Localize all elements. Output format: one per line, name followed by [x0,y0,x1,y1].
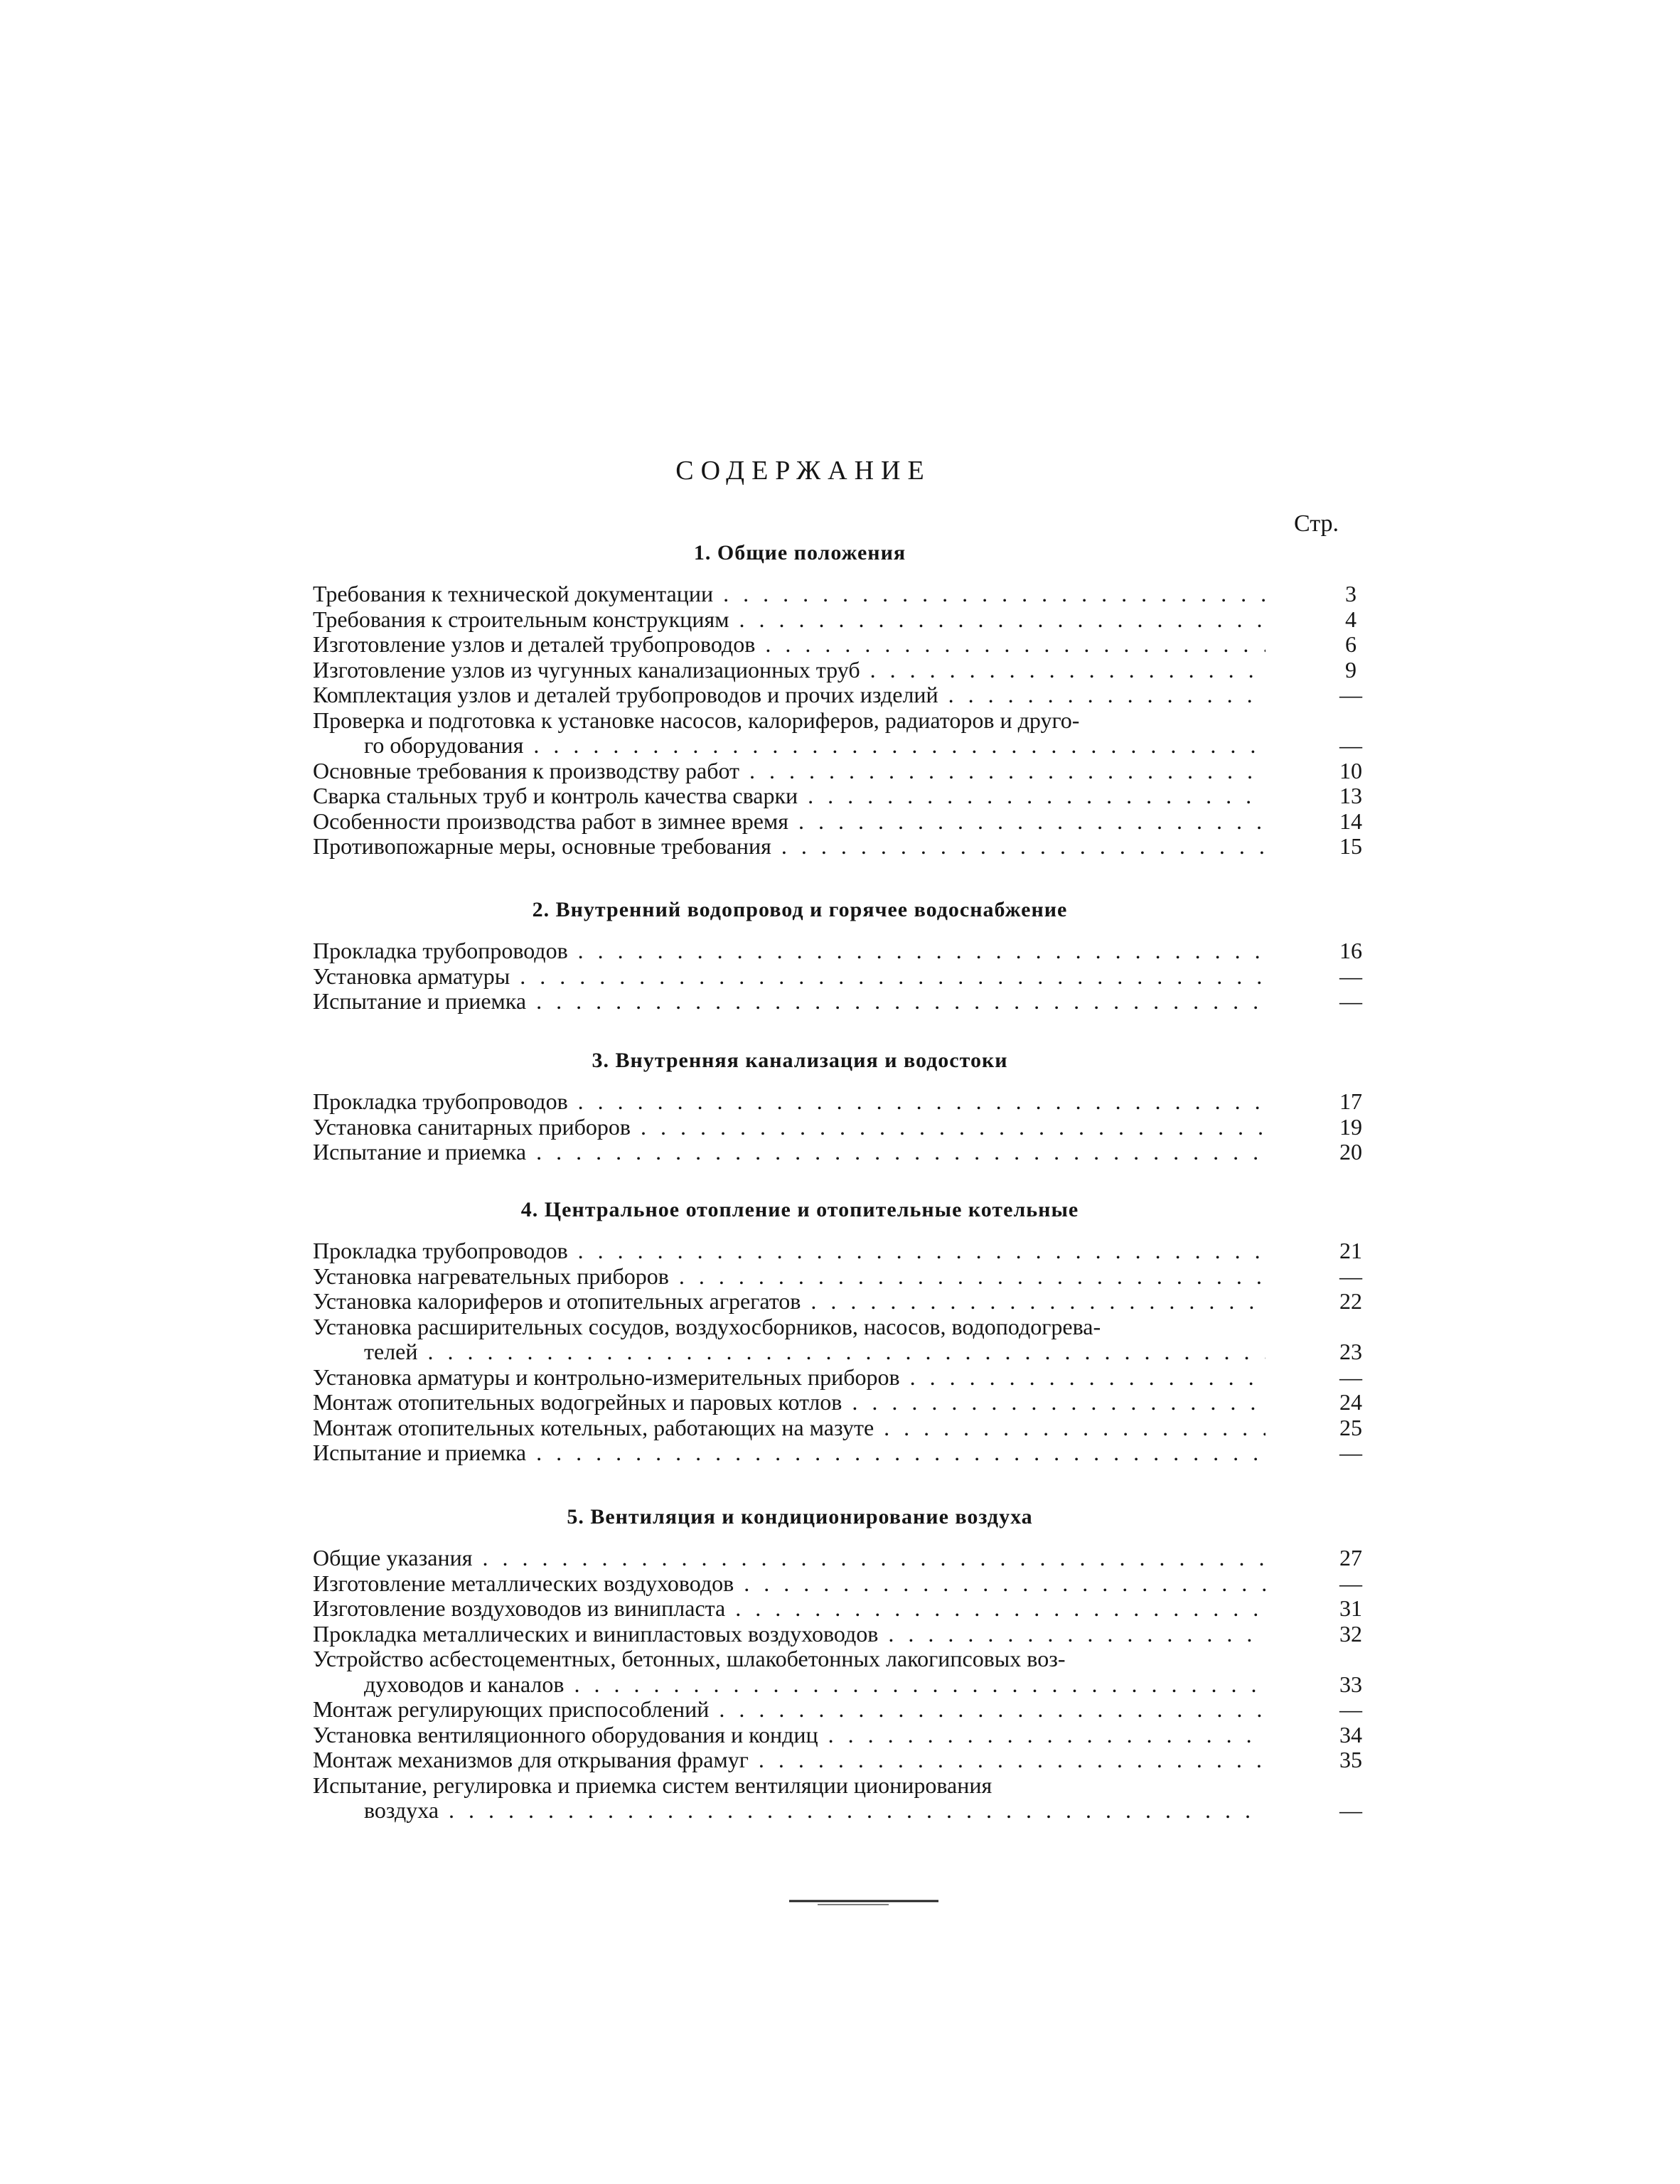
toc-entry-label: Сварка стальных труб и контроль качества сварки . . . [313,783,1266,808]
toc-entry [313,989,1379,1015]
toc-entry-label: Изготовление узлов и деталей трубопроводов . . . [313,632,1266,657]
toc-entry-page: 25 [1339,1414,1362,1440]
toc-entry [313,964,1379,990]
toc-entry [313,1672,1379,1698]
toc-entry [313,1289,1379,1315]
section-heading: 5. Вентиляция и кондиционирование воздуха [567,1505,1033,1529]
toc-entry-page: 22 [1339,1288,1362,1314]
toc-entry [313,582,1379,607]
toc-entry-page: — [1339,1440,1362,1465]
toc-entry-label: Изготовление узлов из чугунных канализационных труб . . . [313,658,1266,682]
toc-entry-label: Установка нагревательных приборов . . . [313,1264,1266,1289]
toc-entry-label: Установка расширительных сосудов, воздухосборников, насосов, водоподогрева- [313,1314,1101,1339]
toc-entry-page: — [1339,1797,1362,1823]
toc-entry-page: 27 [1339,1545,1362,1570]
toc-entry [313,1238,1379,1264]
toc-entry [313,1723,1379,1748]
toc-entry-label: Установка калориферов и отопительных агрегатов . . . [313,1289,1266,1314]
toc-entry-label: Испытание и приемка . . . [313,989,1266,1014]
toc-entry-label: Устройство асбестоцементных, бетонных, шлакобетонных лакогипсовых воз- [313,1647,1066,1671]
toc-entry-page: 24 [1339,1389,1362,1415]
toc-entry-page: 3 [1345,581,1357,606]
toc-entry [313,1647,1379,1672]
section-heading: 1. Общие положения [693,541,906,564]
toc-entry [313,607,1379,633]
toc-entry-page: 19 [1339,1113,1362,1140]
toc-entry [313,1390,1379,1415]
toc-entry-label: Испытание, регулировка и приемка систем вентиляции ционирования [313,1772,993,1798]
toc-entry [313,708,1379,734]
toc-section [313,539,1379,860]
toc-entry-label: Испытание и приемка . . . [313,1440,1266,1465]
toc-entry-label: Требования к технической документации . . . [313,582,1266,606]
toc-section [313,1196,1379,1466]
toc-entry [313,682,1379,708]
toc-entry-label: духоводов и каналов . . . [364,1672,1266,1697]
toc-entry-page: — [1339,963,1362,989]
toc-entry-page: 34 [1339,1721,1362,1747]
toc-entry-page: 23 [1339,1339,1362,1364]
toc-entry-label: Установка вентиляционного оборудования и кондиц . . . [313,1723,1266,1747]
toc-entry-label: Прокладка трубопроводов . . . [313,938,1266,963]
page-title: СОДЕРЖАНИЕ [675,456,931,486]
toc-entry-label: Общие указания . . . [313,1546,1266,1570]
toc-entry [313,1264,1379,1290]
toc-entry-page: 6 [1345,631,1357,657]
toc-entry-page: — [1339,988,1362,1014]
toc-section [313,1046,1379,1165]
toc-entry-label: Прокладка трубопроводов . . . [313,1089,1266,1114]
toc-entry-label: Монтаж отопительных водогрейных и паровых котлов . . . [313,1390,1266,1415]
toc-entry-label: Установка арматуры и контрольно-измерительных приборов . . . [313,1365,1266,1390]
toc-entry-page: 32 [1339,1620,1362,1647]
section-heading: 4. Центральное отопление и отопительные котельные [520,1198,1079,1221]
section-heading: 3. Внутренняя канализация и водостоки [592,1049,1008,1072]
toc-entry [313,1546,1379,1571]
toc-entry [313,733,1379,759]
toc-section [313,896,1379,1015]
toc-entry-label: Проверка и подготовка к установке насосов, калориферов, радиаторов и друго- [313,707,1080,733]
toc-entry-page: — [1339,1696,1362,1722]
toc-entry-label: Особенности производства работ в зимнее время . . . [313,809,1266,834]
toc-entry [313,938,1379,964]
toc-entry-page: — [1339,1570,1362,1596]
toc-entry-label: го оборудования . . . [364,733,1266,758]
toc-entry [313,1140,1379,1165]
toc-entry-label: Монтаж отопительных котельных, работающих на мазуте . . . [313,1415,1266,1440]
page-column-label: Стр. [1294,510,1339,537]
toc-entry [313,809,1379,835]
section-heading: 2. Внутренний водопровод и горячее водоснабжение [532,898,1068,921]
toc-entry-label: Противопожарные меры, основные требования . . . [313,834,1266,859]
toc-entry-page: 31 [1339,1595,1362,1621]
toc-entry [313,1596,1379,1622]
toc-entry-page: 20 [1339,1139,1362,1165]
toc-entry-label: телей . . . [364,1339,1266,1364]
toc-entry [313,783,1379,809]
toc-entry-page: 35 [1339,1747,1362,1772]
toc-entry-label: Изготовление металлических воздуховодов . . . [313,1571,1266,1596]
toc-entry-label: Комплектация узлов и деталей трубопроводов и прочих изделий . . . [313,682,1266,707]
toc-entry-page: — [1339,732,1362,758]
toc-entry-page: — [1339,1263,1362,1289]
toc-section [313,1503,1379,1824]
toc-entry [313,1315,1379,1340]
toc-entry-label: Требования к строительным конструкциям . . . [313,607,1266,632]
toc-entry-label: Монтаж механизмов для открывания фрамуг . . . [313,1747,1266,1772]
toc-entry [313,658,1379,683]
toc-entry-page: 15 [1339,833,1362,859]
toc-entry-page: 4 [1345,606,1357,632]
toc-entry [313,1440,1379,1466]
toc-entry [313,1773,1379,1799]
toc-entry-page: 14 [1339,808,1362,834]
toc-entry [313,1365,1379,1391]
toc-entry [313,1115,1379,1140]
toc-entry [313,1571,1379,1597]
toc-entry [313,1339,1379,1365]
toc-entry-label: Изготовление воздуховодов из винипласта . . . [313,1596,1266,1621]
toc-entry-page: 33 [1339,1671,1362,1697]
toc-entry [313,1697,1379,1723]
toc-entry-label: Основные требования к производству работ . . . [313,759,1266,783]
toc-entry [313,632,1379,658]
toc-entry [313,1089,1379,1115]
toc-entry-page: 16 [1339,938,1362,963]
toc-entry [313,1622,1379,1647]
toc-entry-page: 17 [1339,1088,1362,1114]
toc-entry-label: Прокладка трубопроводов . . . [313,1238,1266,1263]
toc-entry-page: — [1339,1364,1362,1390]
toc-entry-label: воздуха . . . [364,1798,1266,1823]
toc-entry-page: 10 [1339,757,1362,783]
toc-entry-label: Прокладка металлических и винипластовых воздуховодов . . . [313,1622,1266,1647]
toc-entry-page: 21 [1339,1238,1362,1263]
toc-entry-label: Установка арматуры . . . [313,964,1266,989]
toc-entry-page: 13 [1339,783,1362,808]
toc-entry [313,834,1379,860]
toc-entry-label: Установка санитарных приборов . . . [313,1115,1266,1140]
toc-entry-label: Монтаж регулирующих приспособлений . . . [313,1697,1266,1722]
toc-entry-label: Испытание и приемка . . . [313,1140,1266,1165]
toc-entry-page: 9 [1345,656,1357,682]
toc-entry [313,1747,1379,1773]
toc-entry-page: — [1339,682,1362,707]
toc-entry [313,1415,1379,1441]
toc-entry [313,1798,1379,1824]
toc-entry [313,759,1379,784]
